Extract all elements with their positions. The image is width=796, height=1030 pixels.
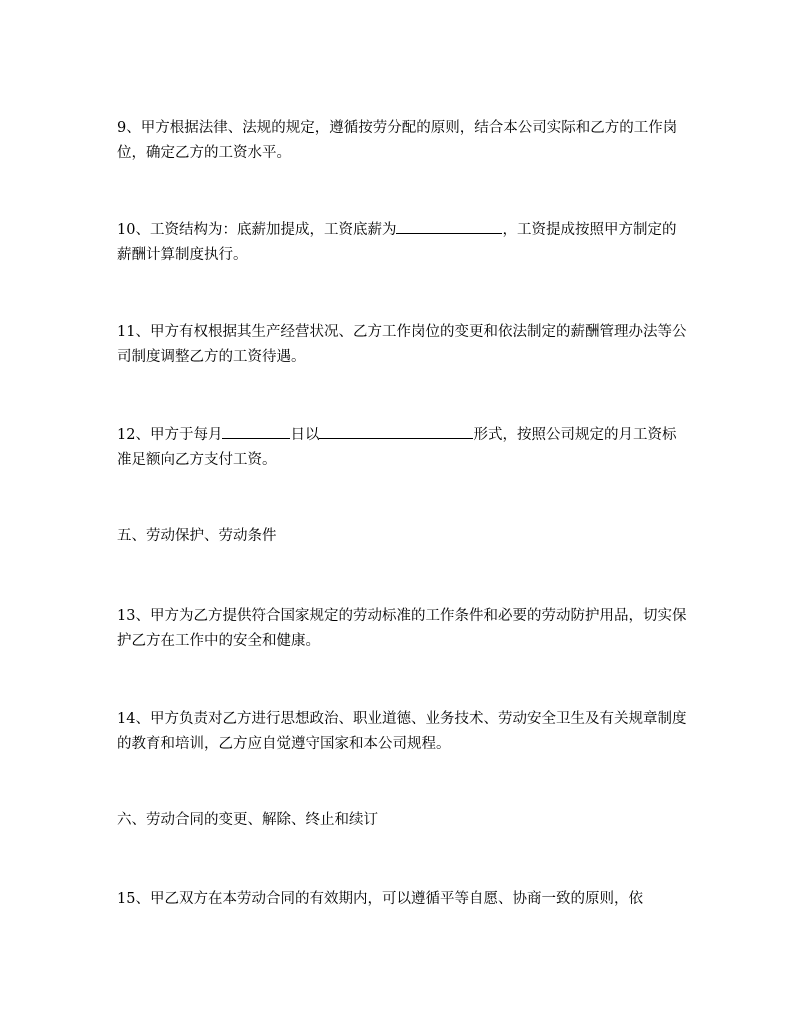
- clause-13: 13、甲方为乙方提供符合国家规定的劳动标准的工作条件和必要的劳动防护用品，切实保护乙方在工作中的安全和健康。: [117, 608, 687, 649]
- clause-10-text-b: ，工资提成按照甲方制定的薪酬计算制度执行。: [117, 222, 677, 263]
- clause-12: [117, 423, 687, 473]
- clause-12-text-c: 形式，按照公司规定的月工资标准足额向乙方支付工资。: [117, 427, 677, 468]
- section-5-heading: 五、劳动保护、劳动条件: [117, 528, 277, 544]
- clause-10: [117, 218, 687, 268]
- clause-10-text-a: 10、工资结构为：底薪加提成，工资底薪为: [117, 222, 397, 238]
- clause-11: 11、甲方有权根据其生产经营状况、乙方工作岗位的变更和依法制定的薪酬管理办法等公司制度调整乙方的工资待遇。: [117, 324, 687, 365]
- section-6-heading: 六、劳动合同的变更、解除、终止和续订: [117, 812, 378, 828]
- pay-method-blank: [319, 425, 473, 439]
- clause-9: 9、甲方根据法律、法规的规定，遵循按劳分配的原则，结合本公司实际和乙方的工作岗位，确定乙方的工资水平。: [117, 120, 678, 161]
- clause-14: 14、甲方负责对乙方进行思想政治、职业道德、业务技术、劳动安全卫生及有关规章制度的教育和培训，乙方应自觉遵守国家和本公司规程。: [117, 711, 687, 752]
- clause-12-text-a: 12、甲方于每月: [117, 427, 223, 443]
- pay-day-blank: [222, 425, 290, 439]
- base-salary-blank: [396, 220, 502, 234]
- clause-15: 15、甲乙双方在本劳动合同的有效期内，可以遵循平等自愿、协商一致的原则，依: [117, 891, 643, 907]
- clause-12-text-b: 日以: [290, 427, 320, 443]
